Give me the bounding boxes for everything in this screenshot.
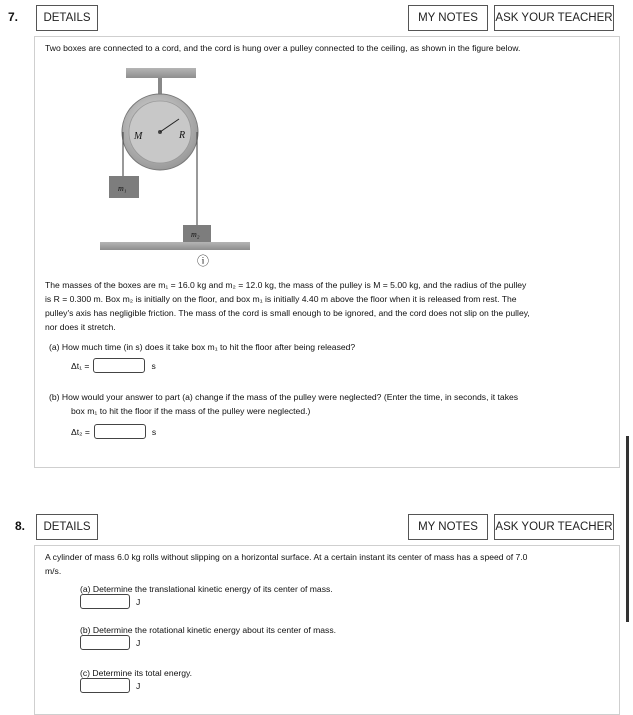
q8-part-b-unit: J (136, 637, 141, 648)
radius-label: R (179, 130, 186, 141)
q7-body-line2: is R = 0.300 m. Box m₂ is initially on the floor, and box m₁ is initially 4.40 m above the floor when it is released from rest. The (45, 294, 517, 304)
q8-ask-teacher-button[interactable]: ASK YOUR TEACHER (494, 514, 614, 540)
q8-part-c: (c) Determine its total energy. (80, 668, 193, 678)
q7-body-line1: The masses of the boxes are m₁ = 16.0 kg and m₂ = 12.0 kg, the mass of the pulley is M = 5.00 kg, and the radius of the pulley (45, 280, 527, 290)
box-m1-label: m₁ (118, 184, 127, 193)
q7-part-a-variable: Δt₁ = (71, 360, 90, 371)
q7-part-a-input[interactable] (93, 358, 145, 373)
q7-body-line4: nor does it stretch. (45, 322, 116, 332)
q8-part-c-answer-row (80, 678, 140, 693)
q7-part-b-variable: Δt₂ = (71, 426, 90, 437)
q7-body-line3: pulley's axis has negligible friction. The mass of the cord is small enough to be ignored, and the cord does not slip on the pulley, (45, 308, 530, 318)
q8-part-a: (a) Determine the translational kinetic energy of its center of mass. (80, 584, 333, 594)
info-icon[interactable]: ⓘ (197, 254, 210, 268)
q8-part-a-input[interactable] (80, 594, 130, 609)
q7-ask-teacher-button[interactable]: ASK YOUR TEACHER (494, 5, 614, 31)
q8-part-b-input[interactable] (80, 635, 130, 650)
pulley-label: M (134, 131, 143, 142)
box-m2-label: m₂ (191, 230, 200, 239)
scrollbar[interactable] (626, 436, 629, 622)
q8-part-a-unit: J (136, 596, 141, 607)
q7-part-a-unit: s (151, 360, 156, 371)
q8-details-button[interactable]: DETAILS (36, 514, 98, 540)
q7-part-b-answer-row (71, 424, 156, 439)
question-7-number: 7. (8, 10, 19, 24)
q8-part-c-input[interactable] (80, 678, 130, 693)
q8-part-c-unit: J (136, 680, 141, 691)
q7-part-a-answer-row (71, 358, 156, 373)
q7-part-b-unit: s (151, 426, 157, 437)
pulley-figure (95, 60, 315, 260)
q8-part-a-answer-row (80, 594, 140, 609)
ceiling (126, 68, 196, 78)
q7-part-a: (a) How much time (in s) does it take box m₁ to hit the floor after being released? (49, 342, 356, 352)
question-8-number: 8. (15, 519, 26, 533)
q7-intro: Two boxes are connected to a cord, and the cord is hung over a pulley connected to the ceiling, as shown in the figure below. (45, 43, 521, 53)
q8-my-notes-button[interactable]: MY NOTES (408, 514, 488, 540)
q8-intro-line1: A cylinder of mass 6.0 kg rolls without slipping on a horizontal surface. At a certain instant its center of mass has a speed of 7.0 (45, 552, 528, 562)
q8-part-b: (b) Determine the rotational kinetic energy about its center of mass. (80, 625, 337, 635)
q7-details-button[interactable]: DETAILS (36, 5, 98, 31)
q7-my-notes-button[interactable]: MY NOTES (408, 5, 488, 31)
q7-part-b-line1: (b) How would your answer to part (a) change if the mass of the pulley were neglected? (Enter the time, in seconds, it takes (49, 392, 519, 402)
q7-part-b-input[interactable] (94, 424, 146, 439)
floor (100, 242, 250, 250)
q8-intro-line2: m/s. (45, 566, 62, 576)
q7-part-b-line2: box m₁ to hit the floor if the mass of the pulley were neglected.) (71, 406, 311, 416)
q8-part-b-answer-row (80, 635, 140, 650)
